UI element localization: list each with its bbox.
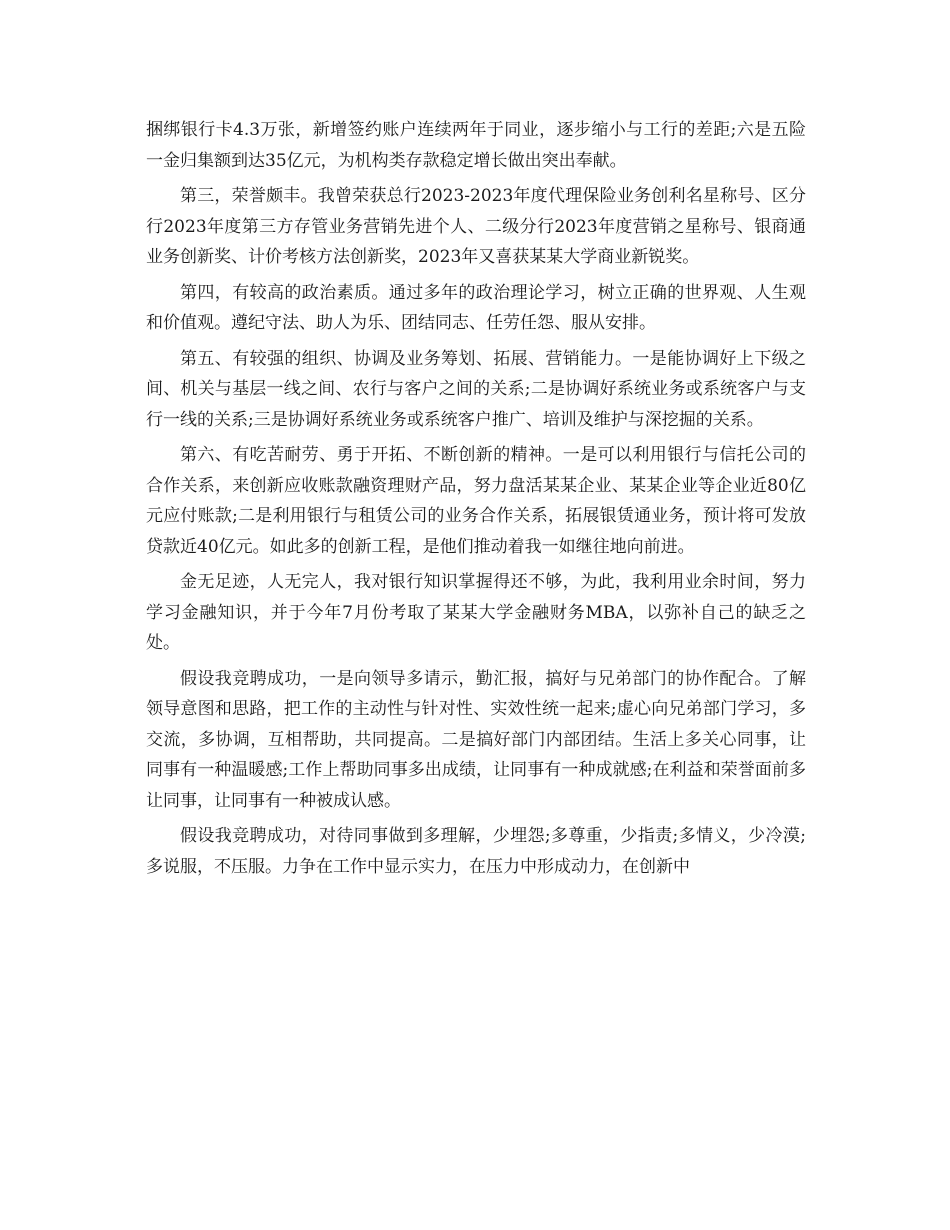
paragraph-innovation-spirit: 第六、有吃苦耐劳、勇于开拓、不断创新的精神。一是可以利用银行与信托公司的合作关系，来创新应收账款融资理财产品，努力盘活某某企业、某某企业等企业近80亿元应付账款;二是利用银行与租赁公司的业务合作关系，拓展银赁通业务，预计将可发放贷款近40亿元。如此多的创新工程，是他们推动着我一如继往地向前进。 <box>146 445 806 557</box>
paragraph-political-quality: 第四，有较高的政治素质。通过多年的政治理论学习，树立正确的世界观、人生观和价值观。遵纪守法、助人为乐、团结同志、任劳任怨、服从安排。 <box>146 282 806 333</box>
paragraph-if-successful-teamwork: 假设我竞聘成功，一是向领导多请示，勤汇报，搞好与兄弟部门的协作配合。了解领导意图和思路，把工作的主动性与针对性、实效性统一起来;虚心向兄弟部门学习，多交流，多协调，互相帮助，共同提高。二是搞好部门内部团结。生活上多关心同事，让同事有一种温暖感;工作上帮助同事多出成绩，让同事有一种成就感;在利益和荣誉面前多让同事，让同事有一种被成认感。 <box>146 668 806 811</box>
paragraph-self-improvement: 金无足迹，人无完人，我对银行知识掌握得还不够，为此，我利用业余时间，努力学习金融知识，并于今年7月份考取了某某大学金融财务MBA，以弥补自己的缺乏之处。 <box>146 572 806 653</box>
document-body <box>146 115 806 887</box>
paragraph-continuation: 捆绑银行卡4.3万张，新增签约账户连续两年于同业，逐步缩小与工行的差距;六是五险一金归集额到达35亿元，为机构类存款稳定增长做出突出奉献。 <box>146 120 806 171</box>
paragraph-organization-ability: 第五、有较强的组织、协调及业务筹划、拓展、营销能力。一是能协调好上下级之间、机关与基层一线之间、农行与客户之间的关系;二是协调好系统业务或系统客户与支行一线的关系;三是协调好系统业务或系统客户推广、培训及维护与深挖掘的关系。 <box>146 348 806 430</box>
paragraph-if-successful-colleagues: 假设我竞聘成功，对待同事做到多理解，少埋怨;多尊重，少指责;多情义，少冷漠;多说服，不压服。力争在工作中显示实力，在压力中形成动力，在创新中 <box>146 826 806 877</box>
paragraph-honors: 第三，荣誉颇丰。我曾荣获总行2023-2023年度代理保险业务创利名星称号、区分行2023年度第三方存管业务营销先进个人、二级分行2023年度营销之星称号、银商通业务创新奖、计价考核方法创新奖，2023年又喜获某某大学商业新锐奖。 <box>146 186 806 267</box>
